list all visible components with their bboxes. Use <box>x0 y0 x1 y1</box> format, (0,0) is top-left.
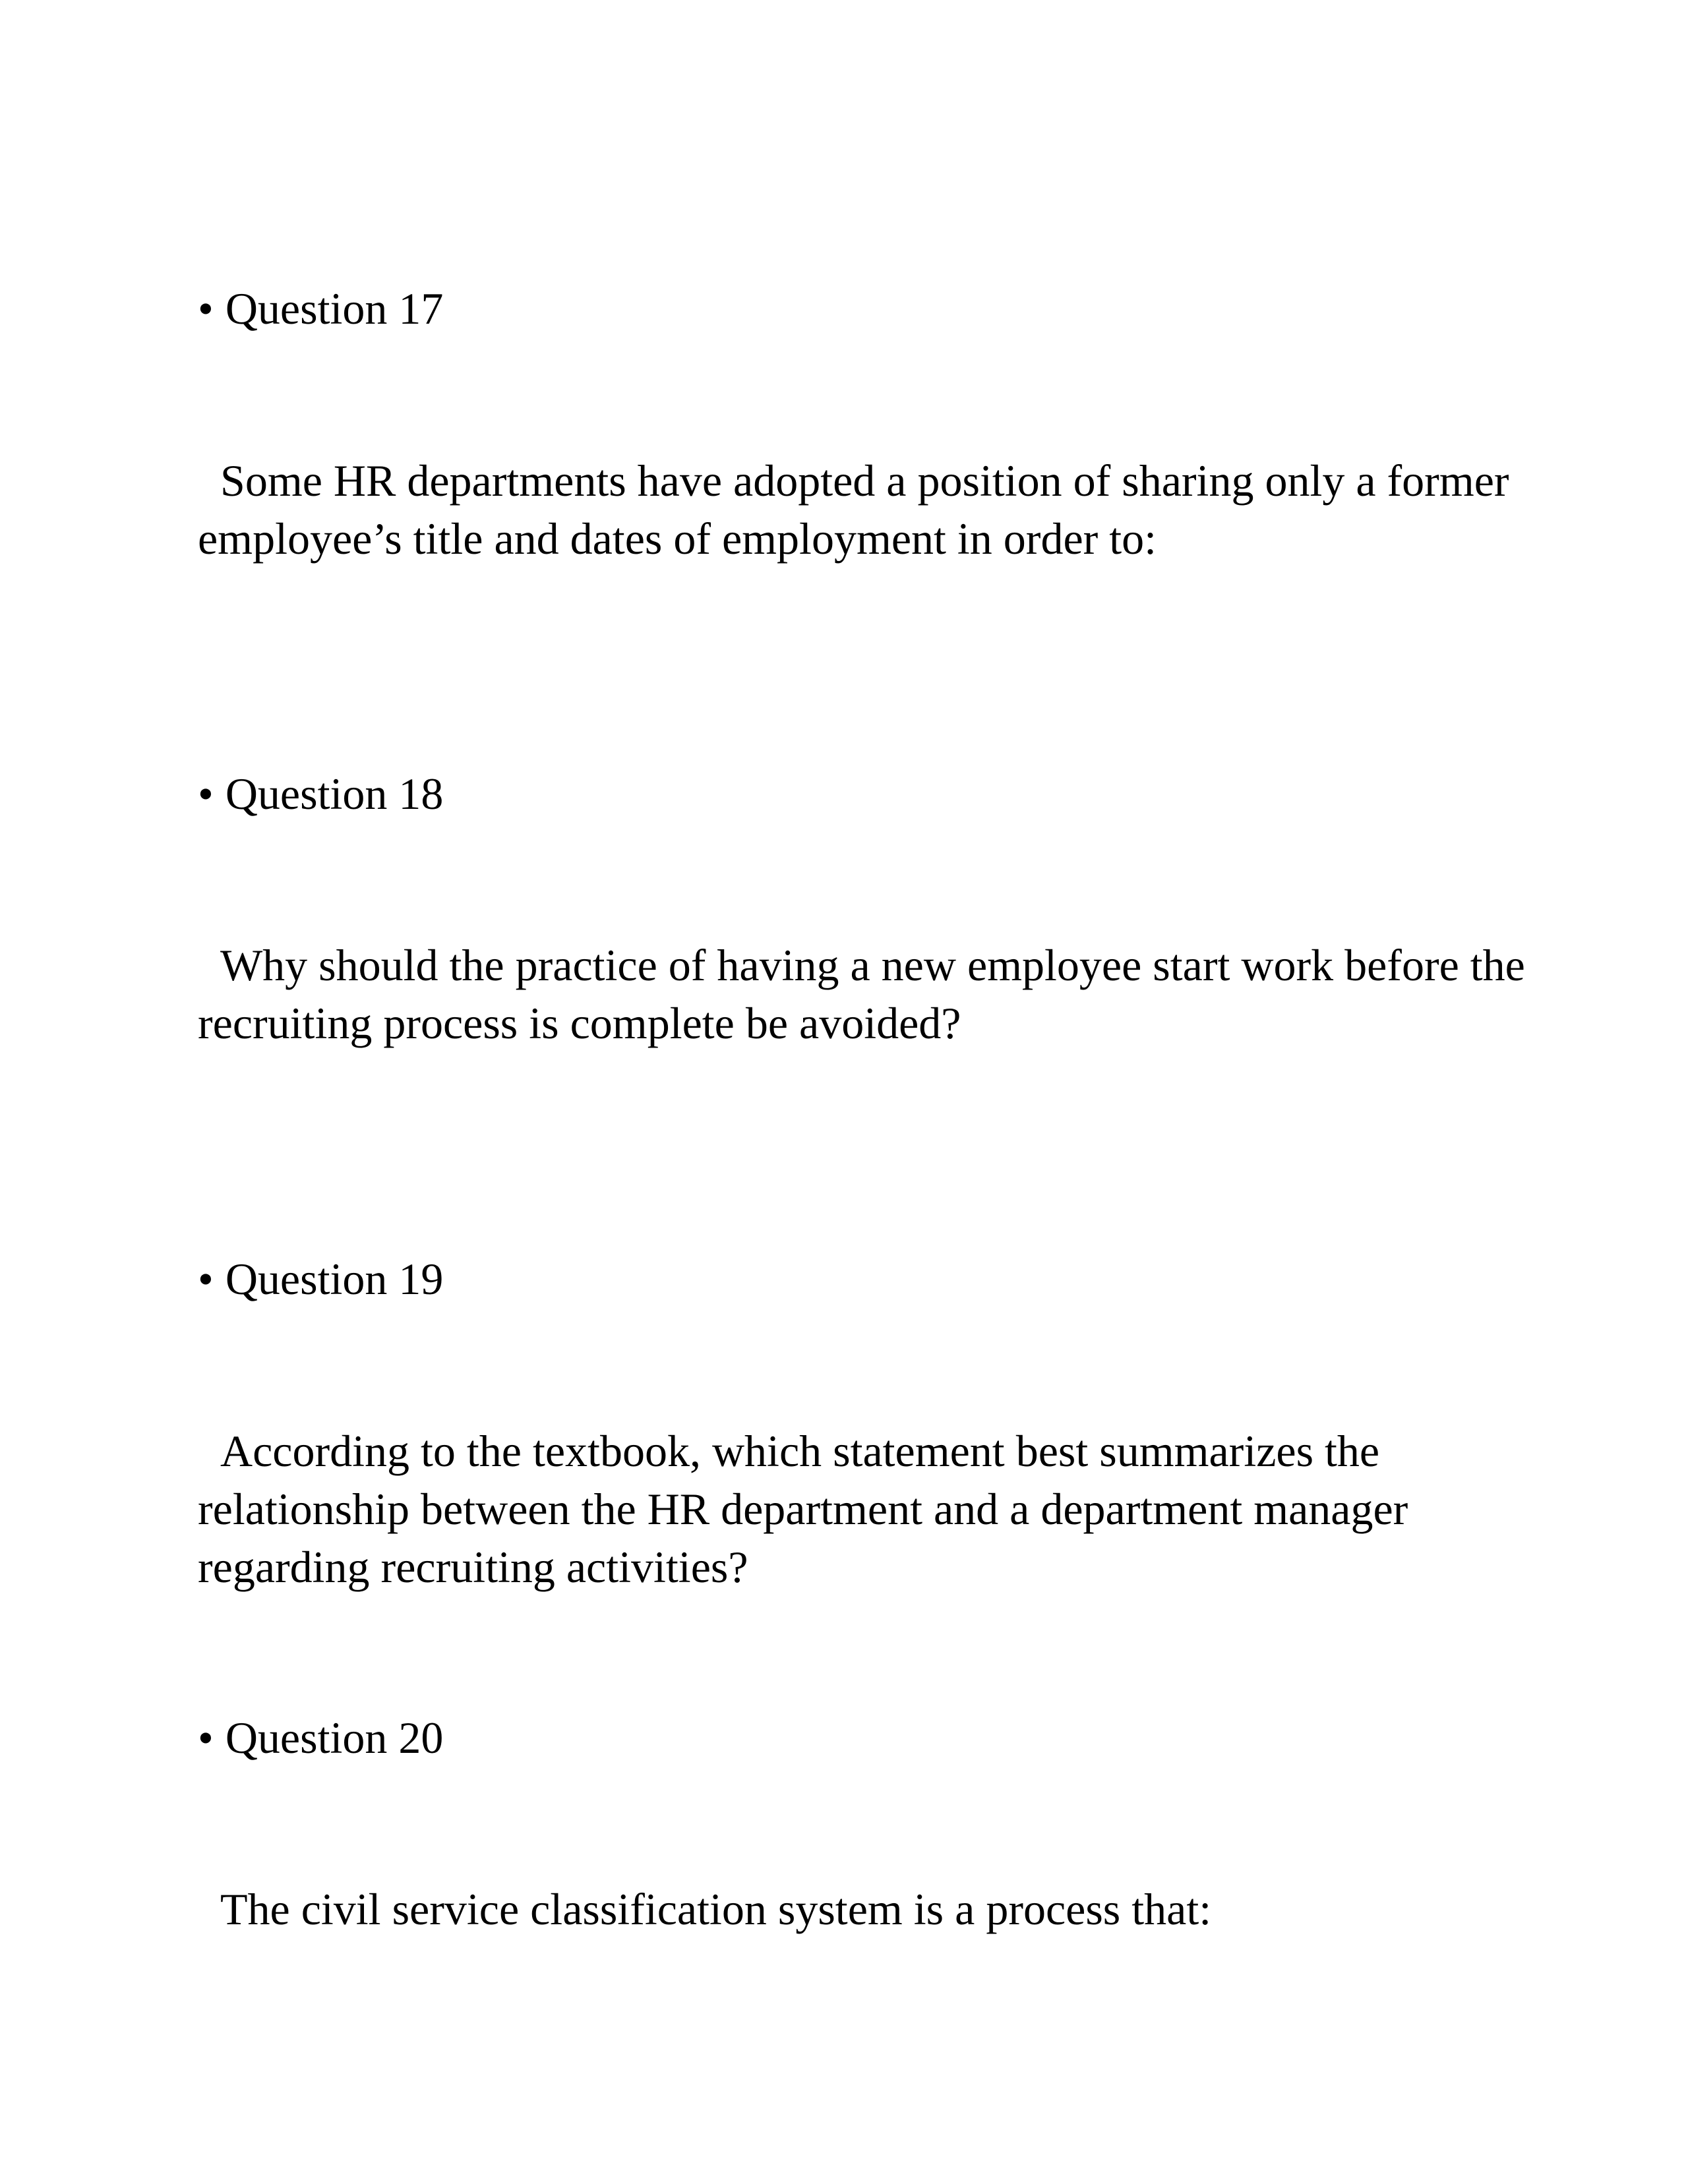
question-heading <box>198 765 1543 823</box>
question-20-body <box>198 1880 1543 1938</box>
question-heading-label: Question 20 <box>225 1713 444 1763</box>
question-20-heading-block <box>198 1709 1543 1767</box>
question-17-heading-block <box>198 280 1543 338</box>
question-text: The civil service classification system is a process that: <box>220 1884 1212 1934</box>
question-text: According to the textbook, which statement best summarizes the relationship between the HR department and a department manager regarding recruiting activities? <box>198 1426 1408 1592</box>
bullet-icon: • <box>198 769 214 819</box>
question-heading <box>198 280 1543 338</box>
question-18-heading-block <box>198 765 1543 823</box>
question-heading-label: Question 19 <box>225 1254 444 1304</box>
question-heading-label: Question 18 <box>225 769 444 819</box>
question-text: Why should the practice of having a new employee start work before the recruiting process is complete be avoided? <box>198 940 1525 1048</box>
question-19-heading-block <box>198 1250 1543 1308</box>
question-heading <box>198 1709 1543 1767</box>
question-heading-label: Question 17 <box>225 283 444 334</box>
question-heading <box>198 1250 1543 1308</box>
question-19-body <box>198 1422 1543 1596</box>
bullet-icon: • <box>198 283 214 334</box>
question-text: Some HR departments have adopted a position of sharing only a former employee’s title and dates of employment in order to: <box>198 456 1509 564</box>
bullet-icon: • <box>198 1254 214 1304</box>
question-17-body <box>198 452 1543 568</box>
question-18-body <box>198 936 1543 1052</box>
bullet-icon: • <box>198 1713 214 1763</box>
